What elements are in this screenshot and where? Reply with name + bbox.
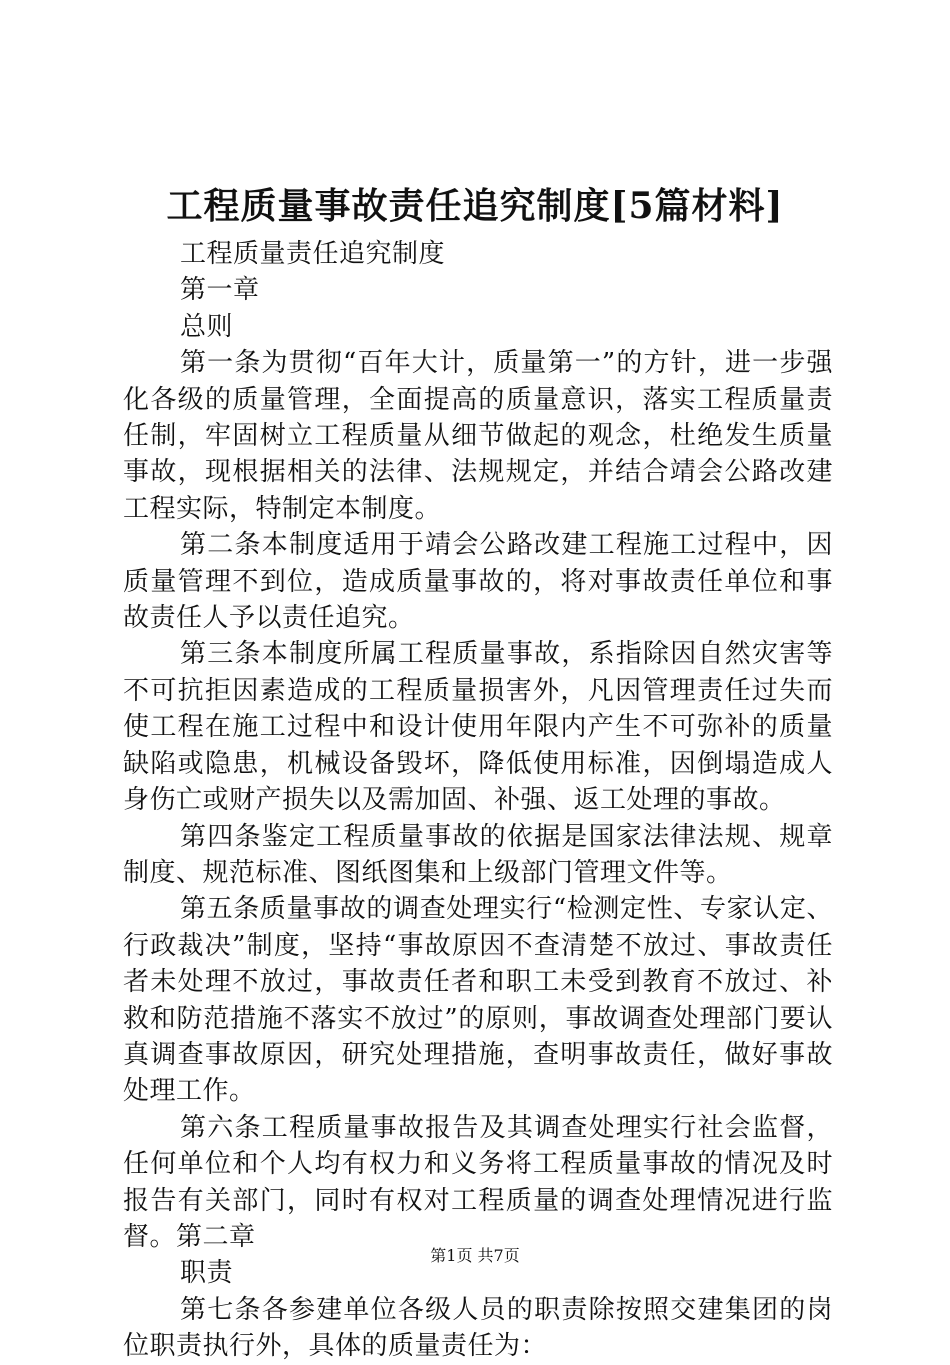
paragraph-responsibilities: 职责 <box>180 1258 234 1289</box>
paragraph-general-provisions: 总则 <box>180 311 234 342</box>
paragraph-heading: 工程质量责任追究制度 <box>180 239 446 269</box>
paragraph-chapter-1: 第一章 <box>180 275 260 306</box>
document-body <box>123 236 833 1365</box>
paragraph-article-4: 第四条鉴定工程质量事故的依据是国家法律法规、规章制度、规范标准、图纸图集和上级部门管理文件等。 <box>123 821 833 888</box>
document-title: 工程质量事故责任追究制度[5篇材料] <box>166 185 784 227</box>
paragraph-article-2: 第二条本制度适用于靖会公路改建工程施工过程中，因质量管理不到位，造成质量事故的，将对事故责任单位和事故责任人予以责任追究。 <box>123 530 833 634</box>
paragraph-article-5: 第五条质量事故的调查处理实行“检测定性、专家认定、行政裁决”制度，坚持“事故原因不查清楚不放过、事故责任者未处理不放过，事故责任者和职工未受到教育不放过、补救和防范措施不落实不放过”的原则，事故调查处理部门要认真调查事故原因，研究处理措施，查明事故责任，做好事故处理工作。 <box>123 894 833 1107</box>
page-footer: 第1页 共7页 <box>430 1246 520 1265</box>
paragraph-article-3: 第三条本制度所属工程质量事故，系指除因自然灾害等不可抗拒因素造成的工程质量损害外，凡因管理责任过失而使工程在施工过程中和设计使用年限内产生不可弥补的质量缺陷或隐患，机械设备毁坏，降低使用标准，因倒塌造成人身伤亡或财产损失以及需加固、补强、返工处理的事故。 <box>123 639 833 816</box>
paragraph-article-7: 第七条各参建单位各级人员的职责除按照交建集团的岗位职责执行外，具体的质量责任为： <box>123 1294 833 1362</box>
paragraph-article-1: 第一条为贯彻“百年大计，质量第一”的方针，进一步强化各级的质量管理，全面提高的质量意识，落实工程质量责任制，牢固树立工程质量从细节做起的观念，杜绝发生质量事故，现根据相关的法律、法规规定，并结合靖会公路改建工程实际，特制定本制度。 <box>123 348 833 524</box>
paragraph-article-6: 第六条工程质量事故报告及其调查处理实行社会监督，任何单位和个人均有权力和义务将工程质量事故的情况及时报告有关部门，同时有权对工程质量的调查处理情况进行监督。第二章 <box>123 1112 833 1252</box>
